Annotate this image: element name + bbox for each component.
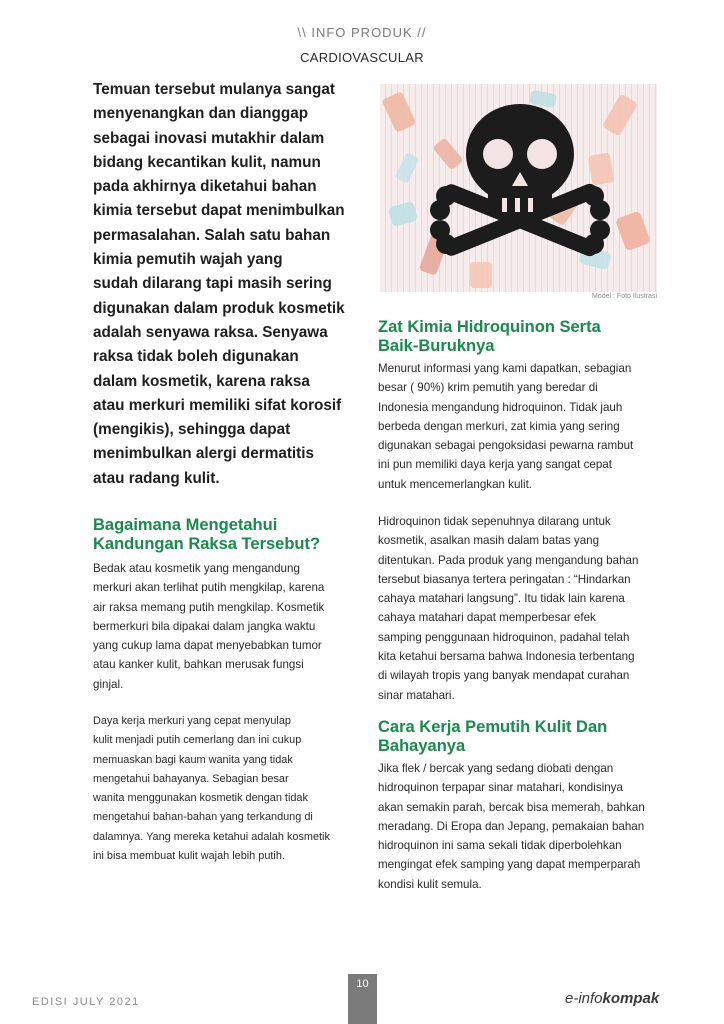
lead-line: dalam kosmetik, karena raksa: [93, 372, 310, 390]
body-line: akan semakin parah, bercak bisa memerah, bahkan: [378, 800, 645, 814]
body-line: cahaya matahari langsung”. Itu tidak lain karena: [378, 592, 625, 606]
body-line: meradang. Di Eropa dan Jepang, pemakaian bahan: [378, 819, 645, 833]
lead-line: pada akhirnya diketahui bahan: [93, 178, 317, 196]
section-label: \\ INFO PRODUK //: [297, 25, 427, 40]
lead-line: menimbulkan alergi dermatitis: [93, 445, 315, 463]
heading-line: Bagaimana Mengetahui: [93, 516, 278, 534]
body-line: merkuri akan terlihat putih mengkilap, karena: [93, 581, 325, 595]
paragraph-cara-kerja: [378, 759, 645, 894]
lead-line: Temuan tersebut mulanya sangat: [93, 81, 335, 98]
body-line: ginjal.: [93, 677, 124, 691]
body-line: ditentukan. Pada produk yang mengandung bahan: [378, 553, 639, 567]
lead-line: sudah dilarang tapi masih sering: [93, 275, 332, 293]
body-line: mengetahui bahan-bahan yang terkandung di: [93, 811, 313, 824]
lead-line: permasalahan. Salah satu bahan: [93, 226, 331, 244]
heading-raksa: [93, 516, 320, 554]
body-line: mengetahui bahayanya. Sebagian besar: [93, 772, 289, 785]
heading-line: Cara Kerja Pemutih Kulit Dan: [378, 718, 608, 736]
lead-line: atau merkuri memiliki sifat korosif: [93, 396, 342, 414]
body-line: tersebut biasanya tertera peringatan : “Hindarkan: [378, 572, 631, 586]
body-line: di wilayah tropis yang banyak mendapat curahan: [378, 669, 630, 683]
heading-line: Zat Kimia Hidroquinon Serta: [378, 318, 601, 336]
heading-line: Bahayanya: [378, 737, 466, 755]
body-line: dalamnya. Yang mereka ketahui adalah kosmetik: [93, 830, 330, 843]
lead-line: sebagai inovasi mutakhir dalam: [93, 129, 325, 147]
body-line: air raksa memang putih mengkilap. Kosmetik: [93, 600, 325, 614]
heading-hidroquinon: [378, 318, 601, 356]
body-line: kulit menjadi putih cemerlang dan ini cukup: [93, 734, 302, 747]
edition-label: EDISI JULY 2021: [32, 996, 140, 1008]
heading-line: Baik-Buruknya: [378, 337, 495, 355]
body-line: samping penggunaan hidroquinon, padahal telah: [378, 630, 630, 644]
body-line: memuaskan bagi kaum wanita yang tidak: [93, 753, 293, 766]
paragraph-hidroquinon-2: [378, 512, 638, 705]
body-line: sinar matahari.: [378, 688, 455, 702]
lead-line: kimia tersebut dapat menimbulkan: [93, 202, 345, 220]
skull-crossbones-icon: [380, 84, 657, 292]
body-line: untuk mencemerlangkan kulit.: [378, 477, 533, 491]
body-line: Daya kerja merkuri yang cepat menyulap: [93, 715, 291, 727]
lead-paragraph: [93, 78, 355, 491]
body-line: berbeda dengan merkuri, zat kimia yang sering: [378, 419, 620, 433]
brand-bold: kompak: [602, 990, 660, 1007]
lead-line: menyenangkan dan dianggap: [93, 105, 309, 123]
body-line: kosmetik, asalkan masih dalam batas yang: [378, 534, 600, 548]
body-line: Bedak atau kosmetik yang mengandung: [93, 562, 300, 575]
illustration-figure: [380, 84, 657, 292]
body-line: yang cukup lama dapat menyebabkan tumor: [93, 639, 322, 653]
body-line: atau kanker kulit, bahkan merusak fungsi: [93, 658, 304, 672]
body-line: mengingat efek samping yang dapat memperparah: [378, 858, 641, 872]
lead-line: bidang kecantikan kulit, namun: [93, 153, 321, 171]
lead-line: kimia pemutih wajah yang: [93, 251, 283, 269]
heading-cara-kerja: [378, 718, 607, 756]
body-line: hidroquinon terpapar sinar matahari, kondisinya: [378, 781, 623, 795]
heading-line: Kandungan Raksa Tersebut?: [93, 535, 321, 553]
body-line: hidroquinon ini sama sekali tidak diperbolehkan: [378, 839, 622, 853]
body-line: ini bisa membuat kulit wajah lebih putih.: [93, 850, 285, 863]
paragraph-raksa-1: [93, 559, 324, 694]
body-line: ini pun memiliki daya kerja yang sangat cepat: [378, 458, 612, 472]
category-title: CARDIOVASCULAR: [300, 50, 424, 65]
lead-line: (mengikis), sehingga dapat: [93, 421, 291, 439]
body-line: besar ( 90%) krim pemutih yang beredar di: [378, 381, 598, 395]
body-line: wanita menggunakan kosmetik dengan tidak: [93, 792, 308, 805]
figure-caption: Model : Foto Ilustrasi: [592, 293, 657, 300]
body-line: Jika flek / bercak yang sedang diobati dengan: [378, 762, 614, 775]
paragraph-hidroquinon-1: [378, 359, 633, 494]
paragraph-raksa-2: [93, 712, 330, 866]
body-line: kita ketahui bersama bahwa Indonesia terbentang: [378, 650, 635, 664]
lead-line: raksa tidak boleh digunakan: [93, 348, 299, 366]
lead-line: digunakan dalam produk kosmetik: [93, 299, 345, 317]
brand-logo: [565, 990, 659, 1007]
body-line: Indonesia mengandung hidroquinon. Tidak jauh: [378, 400, 623, 414]
page-number: 10: [356, 978, 369, 990]
body-line: Menurut informasi yang kami dapatkan, sebagian: [378, 362, 632, 375]
body-line: Hidroquinon tidak sepenuhnya dilarang untuk: [378, 515, 611, 528]
body-line: digunakan sebagai pengoksidasi pewarna rambut: [378, 439, 634, 453]
body-line: kondisi kulit semula.: [378, 877, 482, 891]
lead-line: atau radang kulit.: [93, 469, 220, 487]
body-line: bermerkuri bila dipakai dalam jangka waktu: [93, 619, 316, 633]
brand-prefix: e-info: [565, 990, 603, 1007]
body-line: cahaya matahari dapat memperbesar efek: [378, 611, 596, 625]
lead-line: adalah senyawa raksa. Senyawa: [93, 323, 328, 341]
